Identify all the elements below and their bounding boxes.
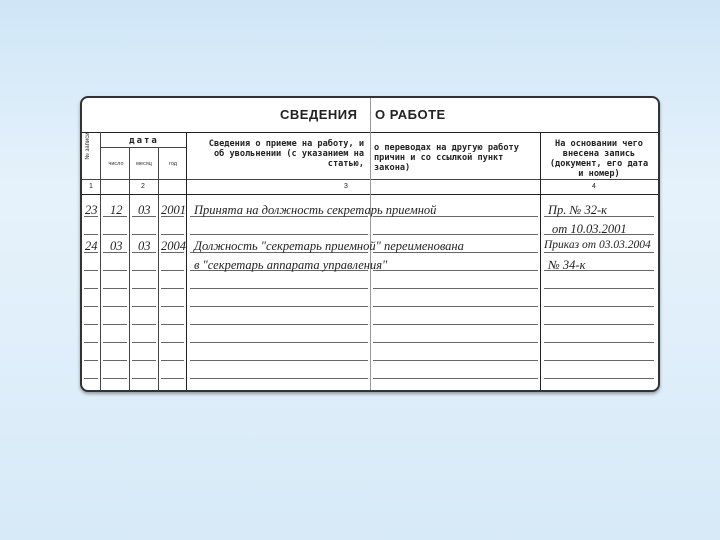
entry-2-basis-2: № 34-к (548, 258, 586, 272)
ruled-line (190, 324, 368, 325)
col-sep-month (158, 147, 159, 390)
ruled-line (132, 324, 156, 325)
ruled-line (103, 342, 127, 343)
ruled-line (161, 378, 184, 379)
entry-2-no: 24 (85, 239, 98, 253)
ruled-line (132, 360, 156, 361)
ruled-line (132, 378, 156, 379)
ruled-line (84, 360, 98, 361)
ruled-line (190, 342, 368, 343)
ruled-line (103, 288, 127, 289)
transfer-info-header: о переводах на другую работу причин и со ссылкой пункт закона) (374, 143, 519, 173)
ruled-line (373, 288, 538, 289)
entry-2-month: 03 (138, 239, 151, 253)
ruled-line (373, 234, 538, 235)
ruled-line (103, 306, 127, 307)
ruled-line (190, 306, 368, 307)
entry-2-day: 03 (110, 239, 123, 253)
ruled-line (161, 306, 184, 307)
ruled-line (132, 270, 156, 271)
ruled-line (190, 360, 368, 361)
ruled-line (373, 360, 538, 361)
title-right: О РАБОТЕ (375, 107, 446, 122)
date-sub-line (100, 147, 186, 148)
ruled-line (544, 378, 654, 379)
ruled-line (190, 288, 368, 289)
ruled-line (103, 360, 127, 361)
day-header: число (108, 161, 124, 167)
record-no-header: № записи (85, 132, 91, 160)
col-number-2: 2 (141, 183, 145, 190)
ruled-line (544, 252, 654, 253)
title-left: СВЕДЕНИЯ (280, 107, 358, 122)
entry-1-text-1: Принята на должность секретарь приемной (194, 203, 437, 217)
entry-2-basis-1: Приказ от 03.03.2004 (544, 239, 651, 251)
ruled-line (373, 270, 538, 271)
col-sep-day (129, 147, 130, 390)
ruled-line (84, 288, 98, 289)
ruled-line (132, 288, 156, 289)
ruled-line (373, 342, 538, 343)
entry-2-text-2: в "секретарь аппарата управления" (194, 258, 388, 272)
ruled-line (103, 324, 127, 325)
col-sep-2 (186, 132, 187, 390)
ruled-line (84, 306, 98, 307)
ruled-line (544, 342, 654, 343)
entry-2-text-1: Должность "секретарь приемной" переименована (194, 239, 464, 253)
ruled-line (544, 360, 654, 361)
ruled-line (161, 234, 184, 235)
col-number-4: 4 (592, 183, 596, 190)
ruled-line (373, 306, 538, 307)
entry-1-basis-1: Пр. № 32-к (548, 203, 607, 217)
ruled-line (84, 324, 98, 325)
ruled-line (103, 378, 127, 379)
month-header: месяц (136, 161, 152, 167)
ruled-line (84, 378, 98, 379)
ruled-line (190, 234, 368, 235)
ruled-line (84, 234, 98, 235)
ruled-line (132, 342, 156, 343)
ruled-line (84, 270, 98, 271)
entry-1-no: 23 (85, 203, 98, 217)
ruled-line (132, 234, 156, 235)
ruled-line (161, 360, 184, 361)
entry-1-year: 2001 (161, 203, 186, 217)
ruled-line (84, 342, 98, 343)
ruled-line (190, 378, 368, 379)
ruled-line (103, 270, 127, 271)
ruled-line (132, 306, 156, 307)
date-header: дата (129, 136, 159, 146)
col-sep-1 (100, 132, 101, 390)
ruled-line (544, 288, 654, 289)
year-header: год (168, 161, 178, 167)
ruled-line (161, 342, 184, 343)
col-sep-3 (540, 132, 541, 390)
ruled-line (161, 288, 184, 289)
ruled-line (103, 234, 127, 235)
employment-record-page (80, 96, 660, 392)
col-number-1: 1 (89, 183, 93, 190)
entry-1-day: 12 (110, 203, 123, 217)
ruled-line (373, 378, 538, 379)
basis-header: На основании чего внесена запись (документ, его дата и номер) (549, 139, 649, 179)
col-number-3: 3 (344, 183, 348, 190)
ruled-line (161, 324, 184, 325)
ruled-line (161, 270, 184, 271)
entry-1-basis-2: от 10.03.2001 (552, 222, 627, 236)
entry-1-month: 03 (138, 203, 151, 217)
ruled-line (544, 306, 654, 307)
ruled-line (373, 324, 538, 325)
entry-2-year: 2004 (161, 239, 186, 253)
ruled-line (544, 324, 654, 325)
hire-info-header: Сведения о приеме на работу, и об увольнении (с указанием на статью, (208, 139, 364, 169)
